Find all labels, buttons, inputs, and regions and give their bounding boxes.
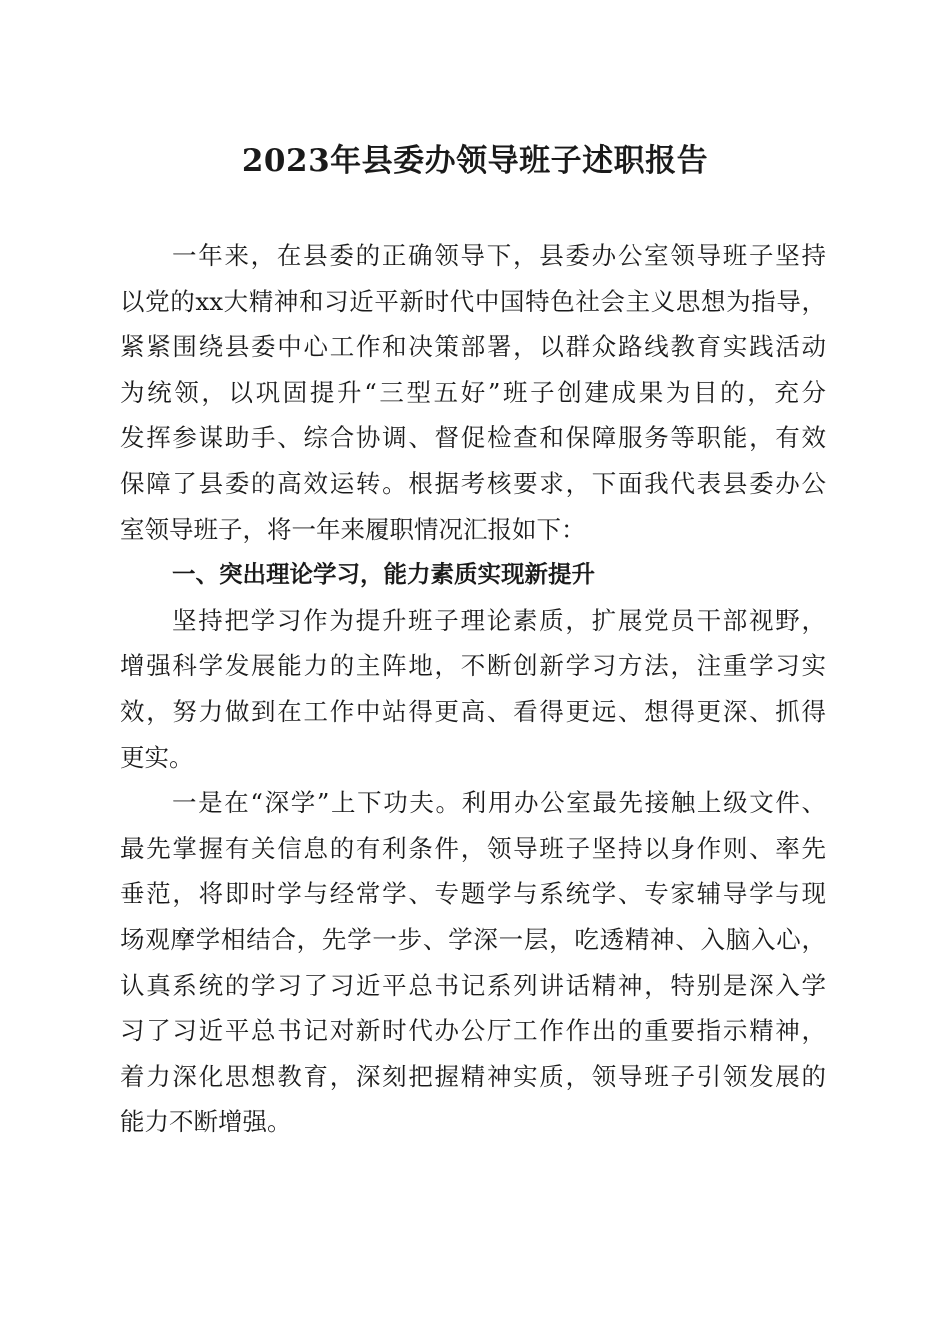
document-body [120, 233, 826, 1145]
paragraph-3-line-7: 着力深化思想教育，深刻把握精神实质，领导班子引领发展的 [120, 1061, 826, 1091]
paragraph-3-line-6: 习了习近平总书记对新时代办公厅工作作出的重要指示精神， [120, 1016, 826, 1046]
paragraph-2-line-1: 坚持把学习作为提升班子理论素质，扩展党员干部视野， [172, 605, 826, 635]
document-title: 2023年县委办领导班子述职报告 [241, 143, 709, 179]
paragraph-1-line-2: 以党的xx大精神和习近平新时代中国特色社会主义思想为指导， [120, 286, 826, 316]
paragraph-3-line-4: 场观摩学相结合，先学一步、学深一层，吃透精神、入脑入心， [120, 924, 826, 954]
paragraph-3-line-1: 一是在“深学”上下功夫。利用办公室最先接触上级文件、 [172, 788, 826, 818]
paragraph-1-line-4: 为统领，以巩固提升“三型五好”班子创建成果为目的，充分 [120, 377, 826, 407]
paragraph-1-line-7: 室领导班子，将一年来履职情况汇报如下： [120, 514, 586, 544]
paragraph-3-line-5: 认真系统的学习了习近平总书记系列讲话精神，特别是深入学 [120, 970, 826, 1000]
paragraph-1-line-3: 紧紧围绕县委中心工作和决策部署，以群众路线教育实践活动 [120, 332, 826, 362]
paragraph-2-line-2: 增强科学发展能力的主阵地，不断创新学习方法，注重学习实 [120, 651, 826, 681]
paragraph-3-line-3: 垂范，将即时学与经常学、专题学与系统学、专家辅导学与现 [120, 879, 826, 909]
paragraph-3-line-8: 能力不断增强。 [120, 1107, 292, 1137]
section-1-heading: 一、突出理论学习，能力素质实现新提升 [172, 560, 595, 589]
paragraph-2-line-4: 更实。 [120, 742, 194, 772]
paragraph-1-line-5: 发挥参谋助手、综合协调、督促检查和保障服务等职能，有效 [120, 423, 826, 453]
paragraph-1-line-6: 保障了县委的高效运转。根据考核要求，下面我代表县委办公 [120, 468, 826, 498]
paragraph-1-line-1: 一年来，在县委的正确领导下，县委办公室领导班子坚持 [172, 241, 826, 270]
paragraph-2-line-3: 效，努力做到在工作中站得更高、看得更远、想得更深、抓得 [120, 696, 826, 726]
paragraph-3-line-2: 最先掌握有关信息的有利条件，领导班子坚持以身作则、率先 [120, 833, 826, 863]
